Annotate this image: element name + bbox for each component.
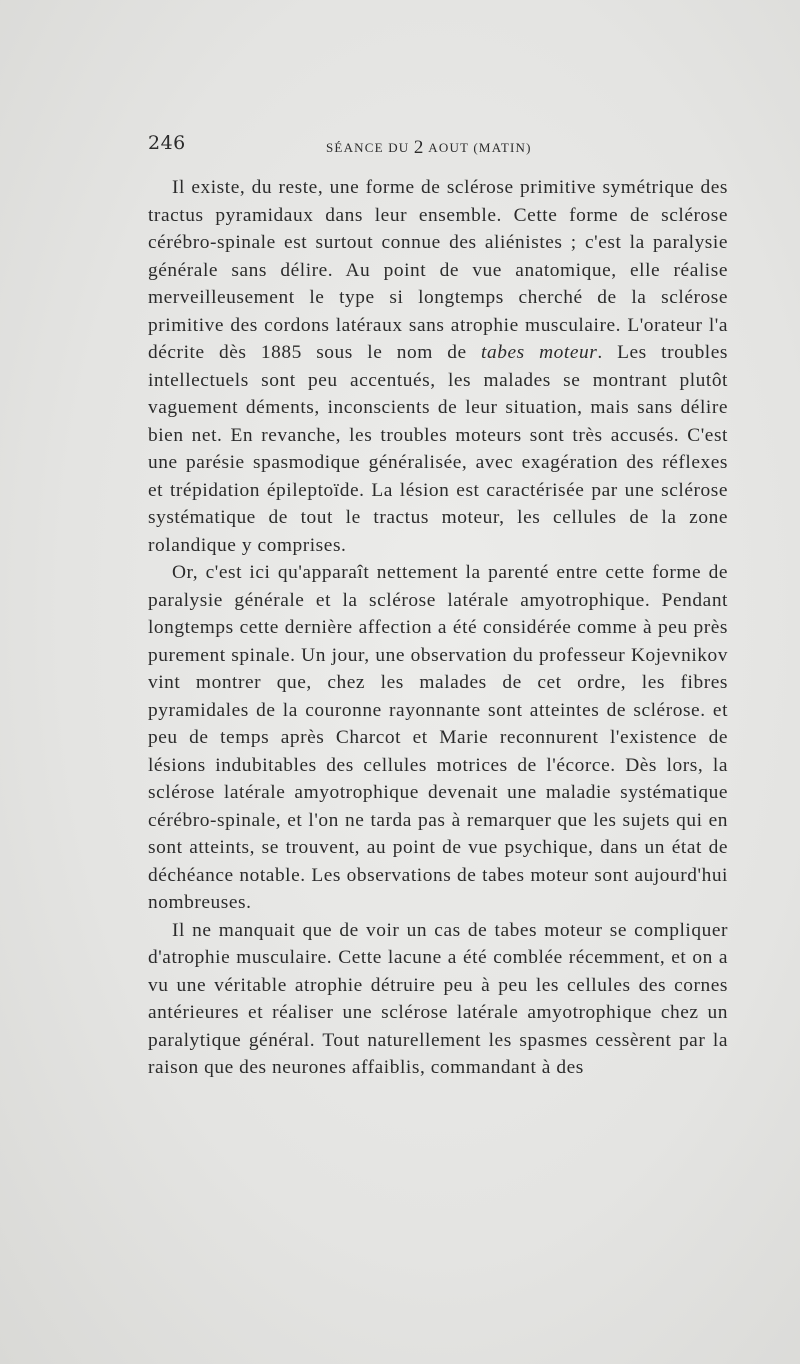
page-header [148,132,728,158]
body-text [148,174,728,1082]
paragraph-1-text-a: Il existe, du reste, une forme de sclérose primitive symétrique des tractus pyramidaux dans leur ensemble. Cette forme de sclérose cérébro-spinale est surtout connue des aliénistes ; c'est la paralysie générale sans délire. Au point de vue anatomique, elle réalise merveilleusement le type si longtemps cherché de la sclérose primitive des cordons latéraux sans atrophie musculaire. L'orateur l'a décrite dès 1885 sous le nom de [148,177,728,363]
paragraph-1 [148,174,728,559]
running-head-part2: AOUT (MATIN) [424,140,532,155]
paragraph-3: Il ne manquait que de voir un cas de tabes moteur se compliquer d'atrophie musculaire. Cette lacune a été comblée récemment, et on a vu une véritable atrophie détruire peu à peu les cellules des cornes antérieures et réaliser une sclérose latérale amyotrophique chez un paralytique général. Tout naturellement les spasmes cessèrent par la raison que des neurones affaiblis, commandant à des [148,919,728,1078]
running-head-number: 2 [413,137,425,158]
paragraph-2: Or, c'est ici qu'apparaît nettement la parenté entre cette forme de paralysie générale et la sclérose latérale amyotrophique. Pendant longtemps cette dernière affection a été considérée comme à peu près purement spinale. Un jour, une observation du professeur Kojevnikov vint montrer que, chez les malades de cet ordre, les fibres pyramidales de la couronne rayonnante sont atteintes de sclérose. et peu de temps après Charcot et Marie reconnurent l'existence de lésions indubitables des cellules motrices de l'écorce. Dès lors, la sclérose latérale amyotrophique devenait une maladie systématique cérébro-spinale, et l'on ne tarda pas à remarquer que les sujets qui en sont atteints, se trouvent, au point de vue psychique, dans un état de déchéance notable. Les observations de tabes moteur sont aujourd'hui nombreuses. [148,562,728,913]
page-number: 246 [148,132,186,154]
running-head-part1: SÉANCE DU [326,140,414,155]
paragraph-1-text-b: . Les troubles intellectuels sont peu accentués, les malades se montrant plutôt vaguement déments, inconscients de leur situation, mais sans délire bien net. En revanche, les troubles moteurs sont très accusés. C'est une parésie spasmodique généralisée, avec exagération des réflexes et trépidation épileptoïde. La lésion est caractérisée par une sclérose systématique de tout le tractus moteur, les cellules de la zone rolandique y comprises. [148,342,728,556]
running-head [326,136,532,158]
paragraph-1-emphasis: tabes moteur [481,342,598,363]
